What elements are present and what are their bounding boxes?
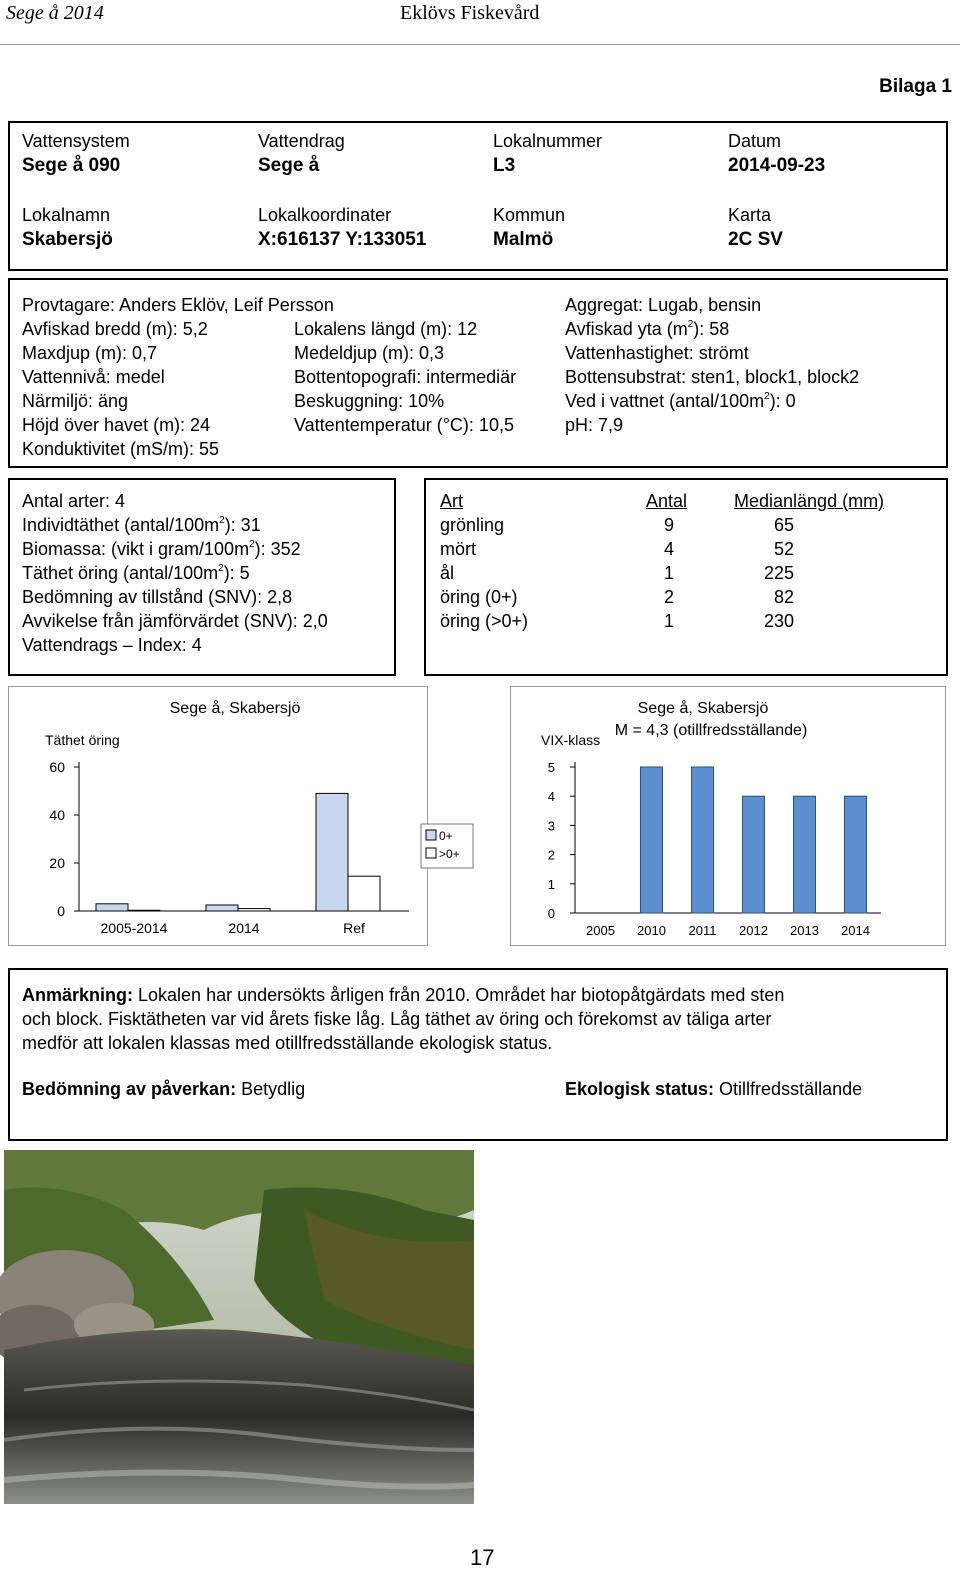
y-tick-label: 1	[547, 876, 555, 892]
species-median-length: 52	[773, 539, 794, 559]
legend-swatch	[426, 848, 436, 858]
datum-value: 2014-09-23	[728, 155, 826, 176]
y-axis-label: VIX-klass	[541, 732, 601, 748]
species-median-length: 230	[763, 611, 794, 631]
vix-bar	[641, 767, 663, 913]
trout-density-chart	[8, 686, 460, 946]
species-count: 1	[663, 611, 674, 631]
species-median-length: 225	[763, 563, 794, 583]
species-name: grönling	[440, 515, 505, 535]
remark-line-2: och block. Fisktätheten var vid årets fiske låg. Låg täthet av öring och förekomst av täliga arter	[22, 1009, 772, 1029]
konduktivitet: Konduktivitet (mS/m): 55	[22, 439, 220, 459]
kommun-value: Malmö	[493, 229, 554, 250]
koordinater-value: X:616137 Y:133051	[258, 229, 427, 250]
tathet-oring: Täthet öring $(antal/100m^2)$: 5	[22, 563, 250, 583]
antal-arter: Antal arter: 4	[22, 491, 126, 511]
y-tick-label: 2	[547, 847, 555, 863]
kommun-label: Kommun	[493, 205, 566, 225]
ecological-status: Ekologisk status: Otillfredsställande	[565, 1079, 863, 1099]
y-tick-label: 5	[547, 760, 555, 775]
y-tick-label: 20	[49, 855, 65, 871]
species-count: 4	[663, 539, 674, 559]
karta-label: Karta	[728, 205, 772, 225]
y-tick-label: 40	[49, 807, 65, 823]
species-name: ål	[440, 563, 455, 583]
ved-i-vattnet: Ved i vattnet $(antal/100m^2)$: 0	[565, 391, 796, 411]
remark-line-3: medför att lokalen klassas med otillfredsställande ekologisk status.	[22, 1033, 553, 1053]
narmiljo: Närmiljö: äng	[22, 391, 129, 411]
y-tick-label: 60	[49, 759, 65, 775]
biomassa: Biomassa: (vikt i gram/$100m^2$): 352	[22, 539, 301, 559]
site-info-box	[8, 121, 948, 271]
chart-subtitle: M = 4,3 (otillfredsställande)	[614, 722, 808, 739]
x-tick-label: 2013	[790, 923, 819, 938]
species-name: öring (>0+)	[440, 611, 529, 631]
lokalnamn-label: Lokalnamn	[22, 205, 111, 225]
ph-value: pH: 7,9	[565, 415, 624, 435]
species-count: 9	[663, 515, 674, 535]
vix-bar	[845, 796, 867, 913]
bar-gt0plus	[348, 876, 380, 911]
species-median-length: 65	[773, 515, 794, 535]
legend-label: >0+	[439, 847, 460, 861]
x-tick-label: 2005-2014	[100, 920, 168, 936]
header-divider	[0, 44, 960, 45]
table-header-antal: Antal	[646, 491, 688, 511]
avfiskad-yta: Avfiskad yta $(m^2)$: 58	[565, 319, 730, 339]
page-number: 17	[470, 1545, 495, 1570]
vattenhastighet: Vattenhastighet: strömt	[565, 343, 749, 363]
species-name: öring (0+)	[440, 587, 518, 607]
bar-gt0plus	[128, 910, 160, 911]
y-tick-label: 4	[547, 789, 555, 805]
appendix-label: Bilaga 1	[879, 76, 952, 97]
lokalnamn-value: Skabersjö	[22, 229, 113, 250]
vattendrag-value: Sege å	[258, 155, 320, 176]
avvikelse-jamforvarde: Avvikelse från jämförvärdet (SNV): 2,0	[22, 611, 328, 631]
remark-label: Anmärkning:	[22, 985, 134, 1005]
trout-density-chart-svg	[9, 687, 460, 945]
vix-chart-svg	[511, 687, 945, 945]
x-tick-label: 2005	[586, 923, 615, 938]
vix-bar	[743, 796, 765, 913]
stream-photo	[4, 1150, 474, 1504]
x-tick-label: 2014	[841, 923, 870, 938]
y-tick-label: 0	[57, 903, 65, 919]
vix-bar	[692, 767, 714, 913]
header-center: Eklövs Fiskevård	[400, 2, 540, 24]
chart-title: Sege å, Skabersjö	[169, 700, 301, 717]
y-tick-label: 0	[547, 906, 555, 921]
avfiskad-bredd: Avfiskad bredd (m): 5,2	[22, 319, 208, 339]
bedomning-tillstand: Bedömning av tillstånd (SNV): 2,8	[22, 587, 293, 607]
medeldjup: Medeldjup (m): 0,3	[294, 343, 445, 363]
header-left: Sege å 2014	[6, 2, 104, 24]
lokalnummer-value: L3	[493, 155, 516, 176]
x-tick-label: 2012	[739, 923, 768, 938]
vix-bar	[794, 796, 816, 913]
vattensystem-label: Vattensystem	[22, 131, 130, 151]
vattenniva: Vattennivå: medel	[22, 367, 165, 387]
chart-title: Sege å, Skabersjö	[637, 700, 769, 717]
karta-value: 2C SV	[728, 229, 783, 250]
table-header-medianlangd: Medianlängd (mm)	[734, 491, 885, 511]
koordinater-label: Lokalkoordinater	[258, 205, 392, 225]
bottensubstrat: Bottensubstrat: sten1, block1, block2	[565, 367, 860, 387]
vattendrag-label: Vattendrag	[258, 131, 345, 151]
vattentemperatur: Vattentemperatur (°C): 10,5	[294, 415, 514, 435]
y-axis-label: Täthet öring	[45, 732, 120, 748]
bar-0plus	[206, 905, 238, 911]
individtathet: Individtäthet $(antal/100m^2)$: 31	[22, 515, 261, 535]
species-count: 1	[663, 563, 674, 583]
legend-swatch	[426, 830, 436, 840]
beskuggning: Beskuggning: 10%	[294, 391, 445, 411]
maxdjup: Maxdjup (m): 0,7	[22, 343, 158, 363]
x-tick-label: 2010	[637, 923, 666, 938]
vattendrags-index: Vattendrags – Index: 4	[22, 635, 202, 655]
lokalens-langd: Lokalens längd (m): 12	[294, 319, 478, 339]
species-count: 2	[663, 587, 674, 607]
bar-0plus	[316, 793, 348, 911]
datum-label: Datum	[728, 131, 782, 151]
provtagare: Provtagare: Anders Eklöv, Leif Persson	[22, 295, 334, 315]
x-tick-label: Ref	[343, 920, 365, 936]
x-tick-label: 2011	[688, 923, 717, 938]
x-tick-label: 2014	[228, 920, 260, 936]
table-header-art: Art	[440, 491, 464, 511]
y-tick-label: 3	[547, 818, 555, 834]
species-median-length: 82	[773, 587, 794, 607]
vix-chart	[510, 686, 946, 946]
species-name: mört	[440, 539, 476, 559]
bar-0plus	[96, 904, 128, 911]
vattensystem-value: Sege å 090	[22, 155, 121, 176]
bottentopografi: Bottentopografi: intermediär	[294, 367, 517, 387]
lokalnummer-label: Lokalnummer	[493, 131, 603, 151]
bar-gt0plus	[238, 909, 270, 911]
remark-line-1: Anmärkning: Lokalen har undersökts årligen från 2010. Området har biotopåtgärdats med sten	[22, 985, 785, 1005]
aggregat: Aggregat: Lugab, bensin	[565, 295, 762, 315]
impact-assessment: Bedömning av påverkan: Betydlig	[22, 1079, 306, 1099]
legend-label: 0+	[439, 829, 453, 843]
hojd-over-havet: Höjd över havet (m): 24	[22, 415, 211, 435]
